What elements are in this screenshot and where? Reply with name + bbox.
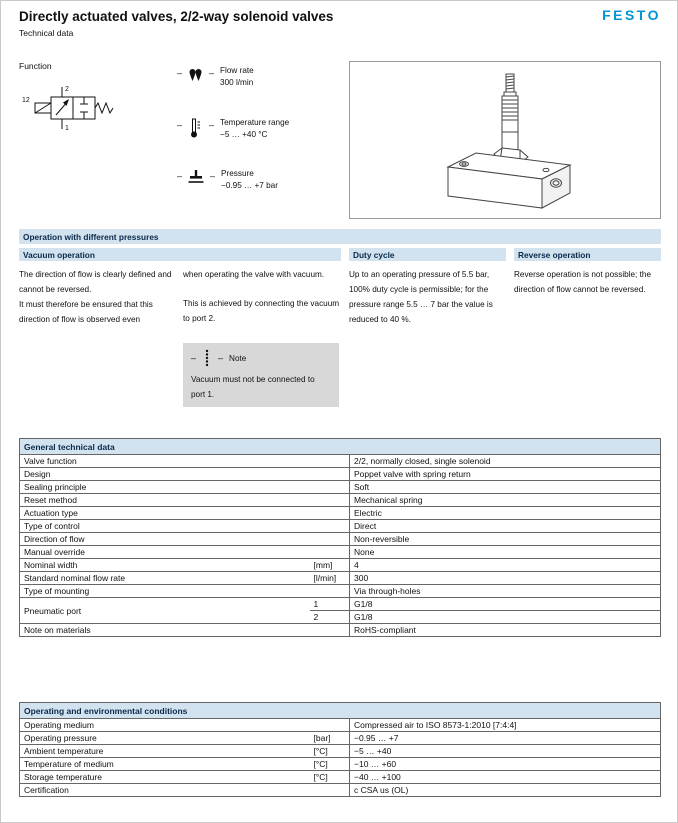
spec-label: Pressure — [221, 169, 254, 178]
row-value: −5 … +40 — [350, 745, 661, 758]
dash-mark: – — [209, 120, 215, 130]
dash-mark: – — [177, 171, 183, 181]
paragraph: Up to an operating pressure of 5.5 bar, 100% duty cycle is permissible; for the pressure range 5.5 … 7 bar the value is reduced to 40 %. — [349, 270, 493, 324]
table-row — [20, 507, 661, 520]
table-row — [20, 771, 661, 784]
dash-mark: – — [210, 171, 216, 181]
row-value: −40 … +100 — [350, 771, 661, 784]
row-value: G1/8 — [350, 611, 661, 624]
row-unit — [310, 481, 350, 494]
row-label: Direction of flow — [20, 533, 310, 546]
table-row — [20, 533, 661, 546]
row-label: Storage temperature — [20, 771, 310, 784]
row-unit: [°C] — [310, 758, 350, 771]
paragraph: when operating the valve with vacuum. — [183, 270, 325, 279]
row-unit — [310, 520, 350, 533]
festo-logo: FESTO — [602, 7, 661, 23]
spec-value: 300 l/min — [220, 78, 254, 87]
general-table — [19, 454, 661, 637]
row-unit — [310, 533, 350, 546]
row-value: Non-reversible — [350, 533, 661, 546]
dash-mark: – — [218, 353, 224, 363]
row-value: −0.95 … +7 — [350, 732, 661, 745]
table-row — [20, 494, 661, 507]
row-label: Standard nominal flow rate — [20, 572, 310, 585]
header-vacuum-operation: Vacuum operation — [19, 248, 341, 261]
row-unit — [310, 585, 350, 598]
port-2-label: 2 — [65, 86, 69, 93]
reverse-operation-text — [514, 267, 661, 297]
paragraph: The direction of flow is clearly defined and cannot be reversed. — [19, 270, 172, 294]
spec-label: Temperature range — [220, 118, 290, 127]
header-duty-cycle: Duty cycle — [349, 248, 506, 261]
row-label: Operating pressure — [20, 732, 310, 745]
row-label: Nominal width — [20, 559, 310, 572]
spec-value: −5 … +40 °C — [220, 130, 268, 139]
table-row — [20, 468, 661, 481]
row-unit — [310, 455, 350, 468]
dash-mark: – — [209, 68, 215, 78]
row-value: Mechanical spring — [350, 494, 661, 507]
row-value: Electric — [350, 507, 661, 520]
row-value: G1/8 — [350, 598, 661, 611]
function-label: Function — [19, 61, 52, 71]
dash-mark: – — [177, 120, 183, 130]
row-label: Manual override — [20, 546, 310, 559]
row-value: Compressed air to ISO 8573-1:2010 [7:4:4] — [350, 719, 661, 732]
table-row — [20, 481, 661, 494]
row-unit — [310, 494, 350, 507]
row-unit: 1 — [310, 598, 350, 611]
row-value: Soft — [350, 481, 661, 494]
flow-arrowhead — [63, 99, 69, 106]
environment_table-grid — [19, 718, 661, 797]
dash-mark: – — [191, 353, 197, 363]
row-value: 4 — [350, 559, 661, 572]
paragraph: Reverse operation is not possible; the direction of flow cannot be reversed. — [514, 270, 651, 294]
row-value: −10 … +60 — [350, 758, 661, 771]
row-unit: [l/min] — [310, 572, 350, 585]
row-unit: [°C] — [310, 745, 350, 758]
temperature-icon — [188, 118, 203, 138]
row-label: Operating medium — [20, 719, 310, 732]
table-row — [20, 624, 661, 637]
header-reverse-operation: Reverse operation — [514, 248, 661, 261]
note-icon — [202, 348, 212, 368]
row-value: 2/2, normally closed, single solenoid — [350, 455, 661, 468]
general-table-title: General technical data — [19, 438, 661, 454]
duty-cycle-text — [349, 267, 502, 327]
general_table-grid — [19, 454, 661, 637]
port-1-label: 1 — [65, 125, 69, 132]
general-table-section — [19, 438, 661, 637]
row-value: 300 — [350, 572, 661, 585]
spec-temperature — [177, 117, 289, 141]
port-12-label: 12 — [22, 97, 30, 104]
flow-rate-icon — [188, 66, 203, 84]
row-value: None — [350, 546, 661, 559]
table-row — [20, 546, 661, 559]
row-unit — [310, 624, 350, 637]
vacuum-text-col2 — [183, 267, 341, 326]
table-row — [20, 598, 661, 611]
table-row — [20, 455, 661, 468]
row-value: Direct — [350, 520, 661, 533]
row-unit — [310, 546, 350, 559]
row-value: Poppet valve with spring return — [350, 468, 661, 481]
table-row — [20, 745, 661, 758]
row-unit: [bar] — [310, 732, 350, 745]
row-value: Via through-holes — [350, 585, 661, 598]
environment-table-section — [19, 702, 661, 797]
note-text: Vacuum must not be connected to port 1. — [191, 375, 315, 399]
valve-symbol-diagram — [19, 79, 131, 141]
page-subtitle: Technical data — [19, 28, 74, 38]
section-operation-title: Operation with different pressures — [19, 229, 661, 244]
row-unit: [°C] — [310, 771, 350, 784]
row-unit — [310, 507, 350, 520]
row-label: Reset method — [20, 494, 310, 507]
row-label: Pneumatic port — [20, 598, 310, 624]
table-row — [20, 732, 661, 745]
row-label: Type of control — [20, 520, 310, 533]
row-label: Type of mounting — [20, 585, 310, 598]
note-box — [183, 343, 339, 407]
table-row — [20, 520, 661, 533]
row-label: Temperature of medium — [20, 758, 310, 771]
spec-value: −0.95 … +7 bar — [221, 181, 278, 190]
row-unit — [310, 719, 350, 732]
row-unit — [310, 784, 350, 797]
row-value: c CSA us (OL) — [350, 784, 661, 797]
row-label: Valve function — [20, 455, 310, 468]
table-row — [20, 719, 661, 732]
environment-table — [19, 718, 661, 797]
page-title: Directly actuated valves, 2/2-way solenoid valves — [19, 9, 334, 24]
product-image — [350, 62, 660, 218]
table-row — [20, 585, 661, 598]
row-unit: [mm] — [310, 559, 350, 572]
vacuum-text-col1 — [19, 267, 177, 327]
note-header — [191, 348, 331, 368]
product-image-frame — [349, 61, 661, 219]
spec-flow-rate — [177, 65, 254, 89]
row-label: Note on materials — [20, 624, 310, 637]
row-label: Sealing principle — [20, 481, 310, 494]
dash-mark: – — [177, 68, 183, 78]
row-label: Ambient temperature — [20, 745, 310, 758]
row-label: Certification — [20, 784, 310, 797]
table-row — [20, 572, 661, 585]
spec-label: Flow rate — [220, 66, 254, 75]
table-row — [20, 784, 661, 797]
pressure-icon — [188, 169, 204, 185]
environment-table-title: Operating and environmental conditions — [19, 702, 661, 718]
table-row — [20, 559, 661, 572]
row-label: Actuation type — [20, 507, 310, 520]
spec-pressure — [177, 168, 278, 192]
note-label: Note — [229, 353, 247, 363]
row-value: RoHS-compliant — [350, 624, 661, 637]
row-label: Design — [20, 468, 310, 481]
table-row — [20, 758, 661, 771]
row-unit: 2 — [310, 611, 350, 624]
row-unit — [310, 468, 350, 481]
paragraph: It must therefore be ensured that this direction of flow is observed even — [19, 300, 153, 324]
paragraph: This is achieved by connecting the vacuum to port 2. — [183, 299, 340, 323]
